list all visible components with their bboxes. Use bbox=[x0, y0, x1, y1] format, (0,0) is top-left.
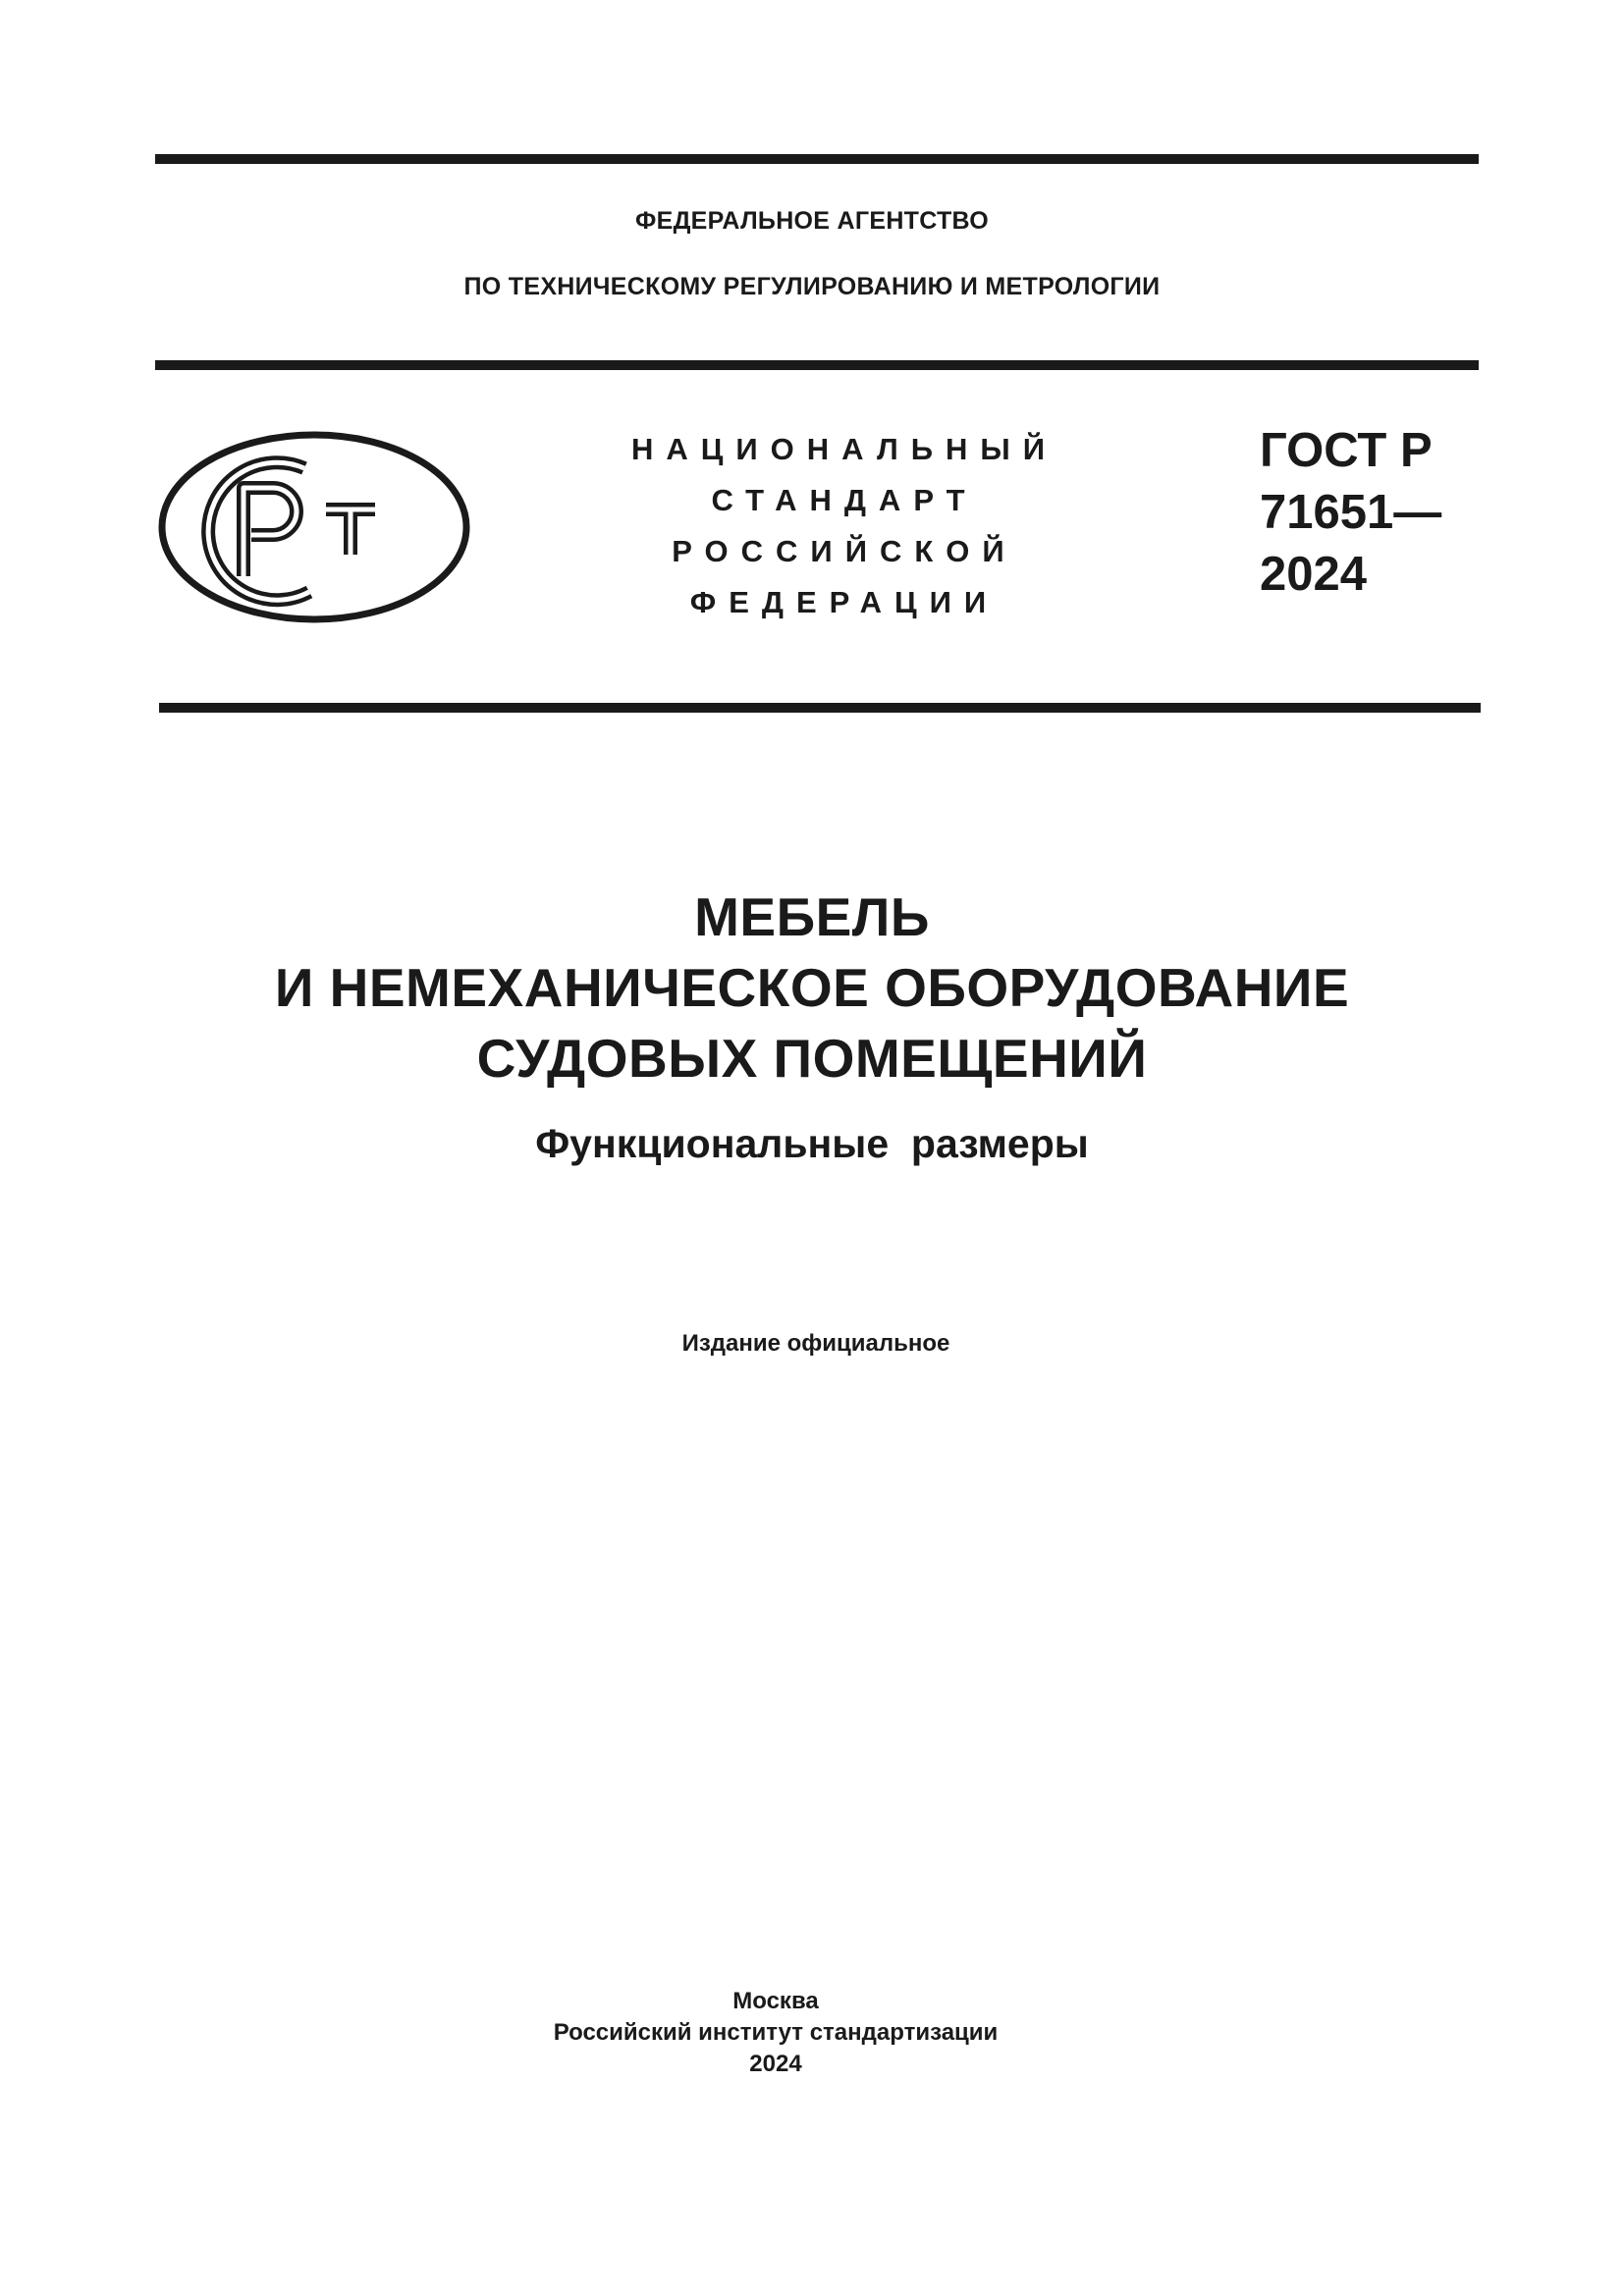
agency-name-line-1: ФЕДЕРАЛЬНОЕ АГЕНТСТВО bbox=[634, 207, 990, 235]
designation-line-3: 2024 bbox=[1260, 548, 1368, 601]
standard-designation bbox=[1260, 420, 1441, 606]
designation-line-1: ГОСТ Р bbox=[1260, 424, 1433, 477]
title-line-2: И НЕМЕХАНИЧЕСКОЕ ОБОРУДОВАНИЕ bbox=[274, 957, 1350, 1018]
title-line-3: СУДОВЫХ ПОМЕЩЕНИЙ bbox=[476, 1028, 1148, 1089]
imprint-year: 2024 bbox=[749, 2051, 802, 2077]
agency-name-line-2: ПО ТЕХНИЧЕСКОМУ РЕГУЛИРОВАНИЮ И МЕТРОЛОГИИ bbox=[463, 273, 1161, 300]
standard-type-line-3: РОССИЙСКОЙ bbox=[672, 534, 1017, 568]
document-subtitle: Функциональные размеры bbox=[535, 1121, 1089, 1166]
standard-type-line-2: СТАНДАРТ bbox=[711, 483, 978, 517]
edition-note: Издание официальное bbox=[681, 1330, 950, 1357]
imprint-publisher: Российский институт стандартизации bbox=[553, 2019, 999, 2046]
header-bottom-rule bbox=[159, 703, 1481, 713]
standard-type-line-1: НАЦИОНАЛЬНЫЙ bbox=[630, 432, 1058, 466]
document-title bbox=[0, 881, 1624, 1094]
header-rule bbox=[155, 360, 1479, 370]
top-rule bbox=[155, 154, 1479, 164]
publisher-imprint bbox=[0, 1986, 1551, 2080]
standard-type-line-4: ФЕДЕРАЦИИ bbox=[689, 585, 1000, 619]
rst-certification-mark-icon bbox=[157, 429, 471, 625]
designation-line-2: 71651— bbox=[1260, 486, 1442, 539]
imprint-city: Москва bbox=[732, 1988, 819, 2014]
standard-type-block bbox=[628, 424, 1060, 628]
title-line-1: МЕБЕЛЬ bbox=[694, 886, 930, 947]
